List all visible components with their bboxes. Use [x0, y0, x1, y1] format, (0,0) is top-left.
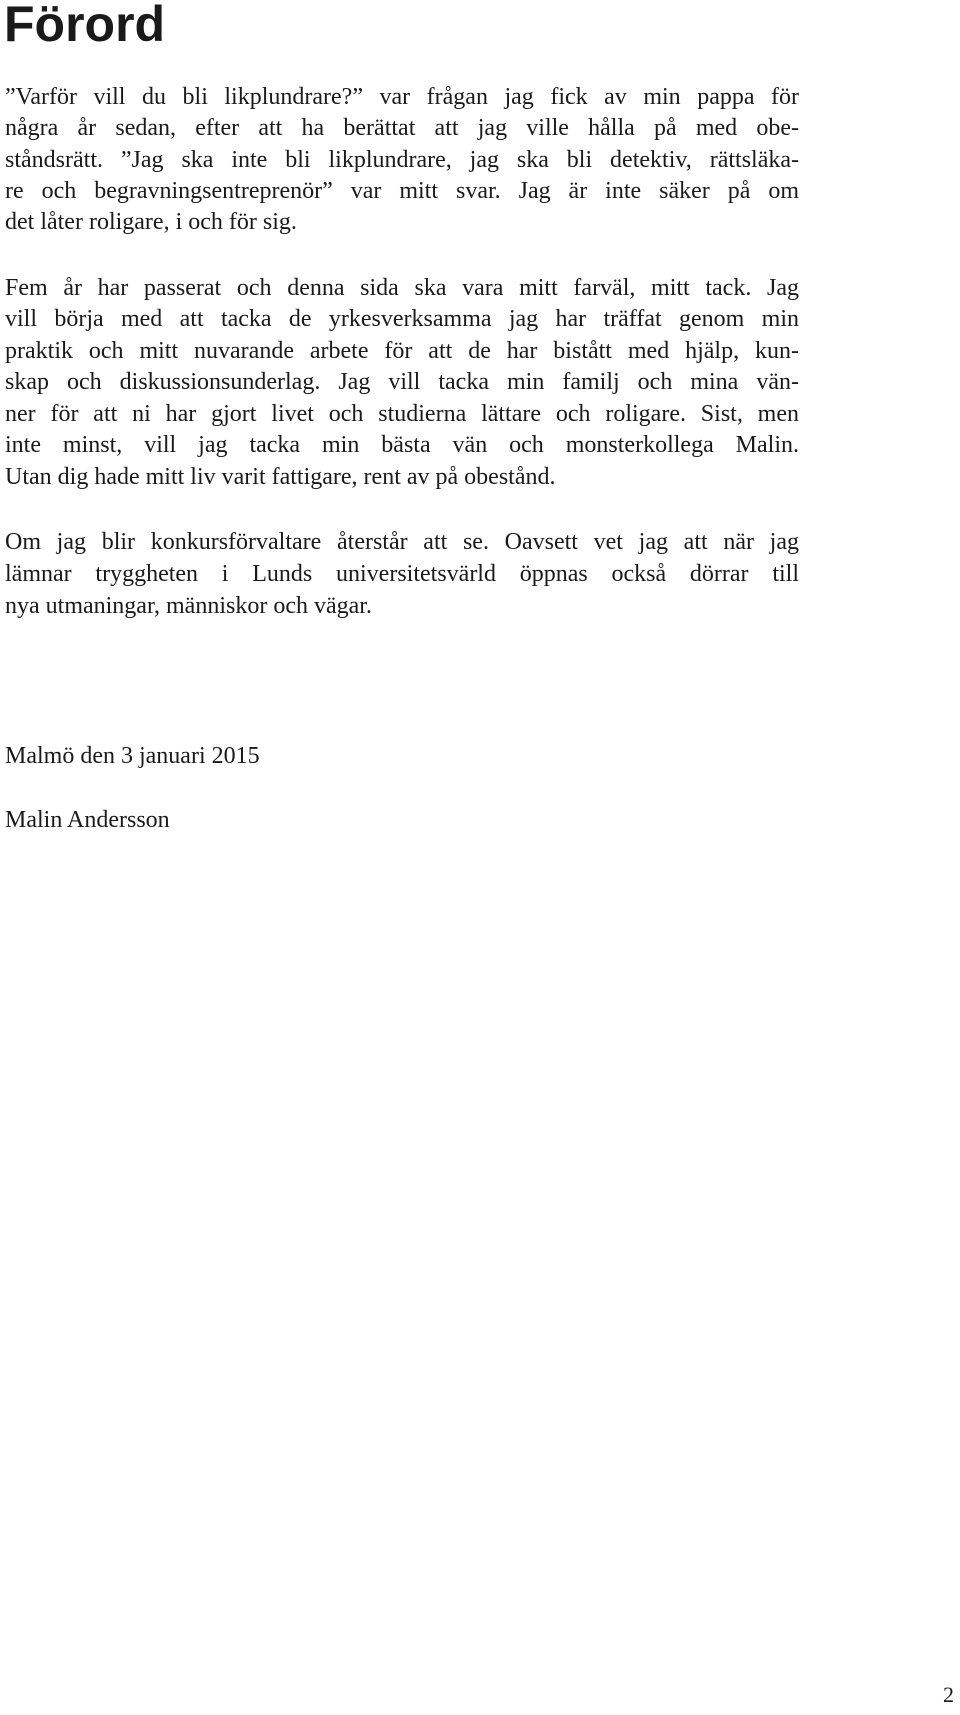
paragraph-3-line-2: lämnar tryggheten i Lunds universitetsvärld öppnas också dörrar till [5, 561, 799, 587]
page-title: Förord [4, 0, 166, 52]
paragraph-3-line-1: Om jag blir konkursförvaltare återstår att se. Oavsett vet jag att när jag [5, 529, 799, 555]
paragraph-1-line-2: några år sedan, efter att ha berättat att jag ville hålla på med obe- [5, 115, 799, 141]
author-name: Malin Andersson [5, 807, 170, 833]
place-date: Malmö den 3 januari 2015 [5, 743, 260, 769]
paragraph-2-line-1: Fem år har passerat och denna sida ska vara mitt farväl, mitt tack. Jag [5, 275, 799, 301]
paragraph-2-line-5: ner för att ni har gjort livet och studierna lättare och roligare. Sist, men [5, 401, 799, 427]
paragraph-2-line-3: praktik och mitt nuvarande arbete för att de har bistått med hjälp, kun- [5, 338, 799, 364]
paragraph-3-line-3: nya utmaningar, människor och vägar. [5, 593, 372, 619]
paragraph-1-line-5: det låter roligare, i och för sig. [5, 209, 297, 235]
paragraph-2-line-4: skap och diskussionsunderlag. Jag vill tacka min familj och mina vän- [5, 369, 799, 395]
paragraph-1-line-1: ”Varför vill du bli likplundrare?” var frågan jag fick av min pappa för [5, 84, 799, 110]
paragraph-2-line-7: Utan dig hade mitt liv varit fattigare, rent av på obestånd. [5, 464, 556, 490]
paragraph-1-line-4: re och begravningsentreprenör” var mitt svar. Jag är inte säker på om [5, 178, 799, 204]
paragraph-2-line-6: inte minst, vill jag tacka min bästa vän och monsterkollega Malin. [5, 432, 799, 458]
paragraph-1-line-3: ståndsrätt. ”Jag ska inte bli likplundrare, jag ska bli detektiv, rättsläka- [5, 147, 799, 173]
page-number: 2 [943, 1682, 954, 1707]
paragraph-2-line-2: vill börja med att tacka de yrkesverksamma jag har träffat genom min [5, 306, 799, 332]
